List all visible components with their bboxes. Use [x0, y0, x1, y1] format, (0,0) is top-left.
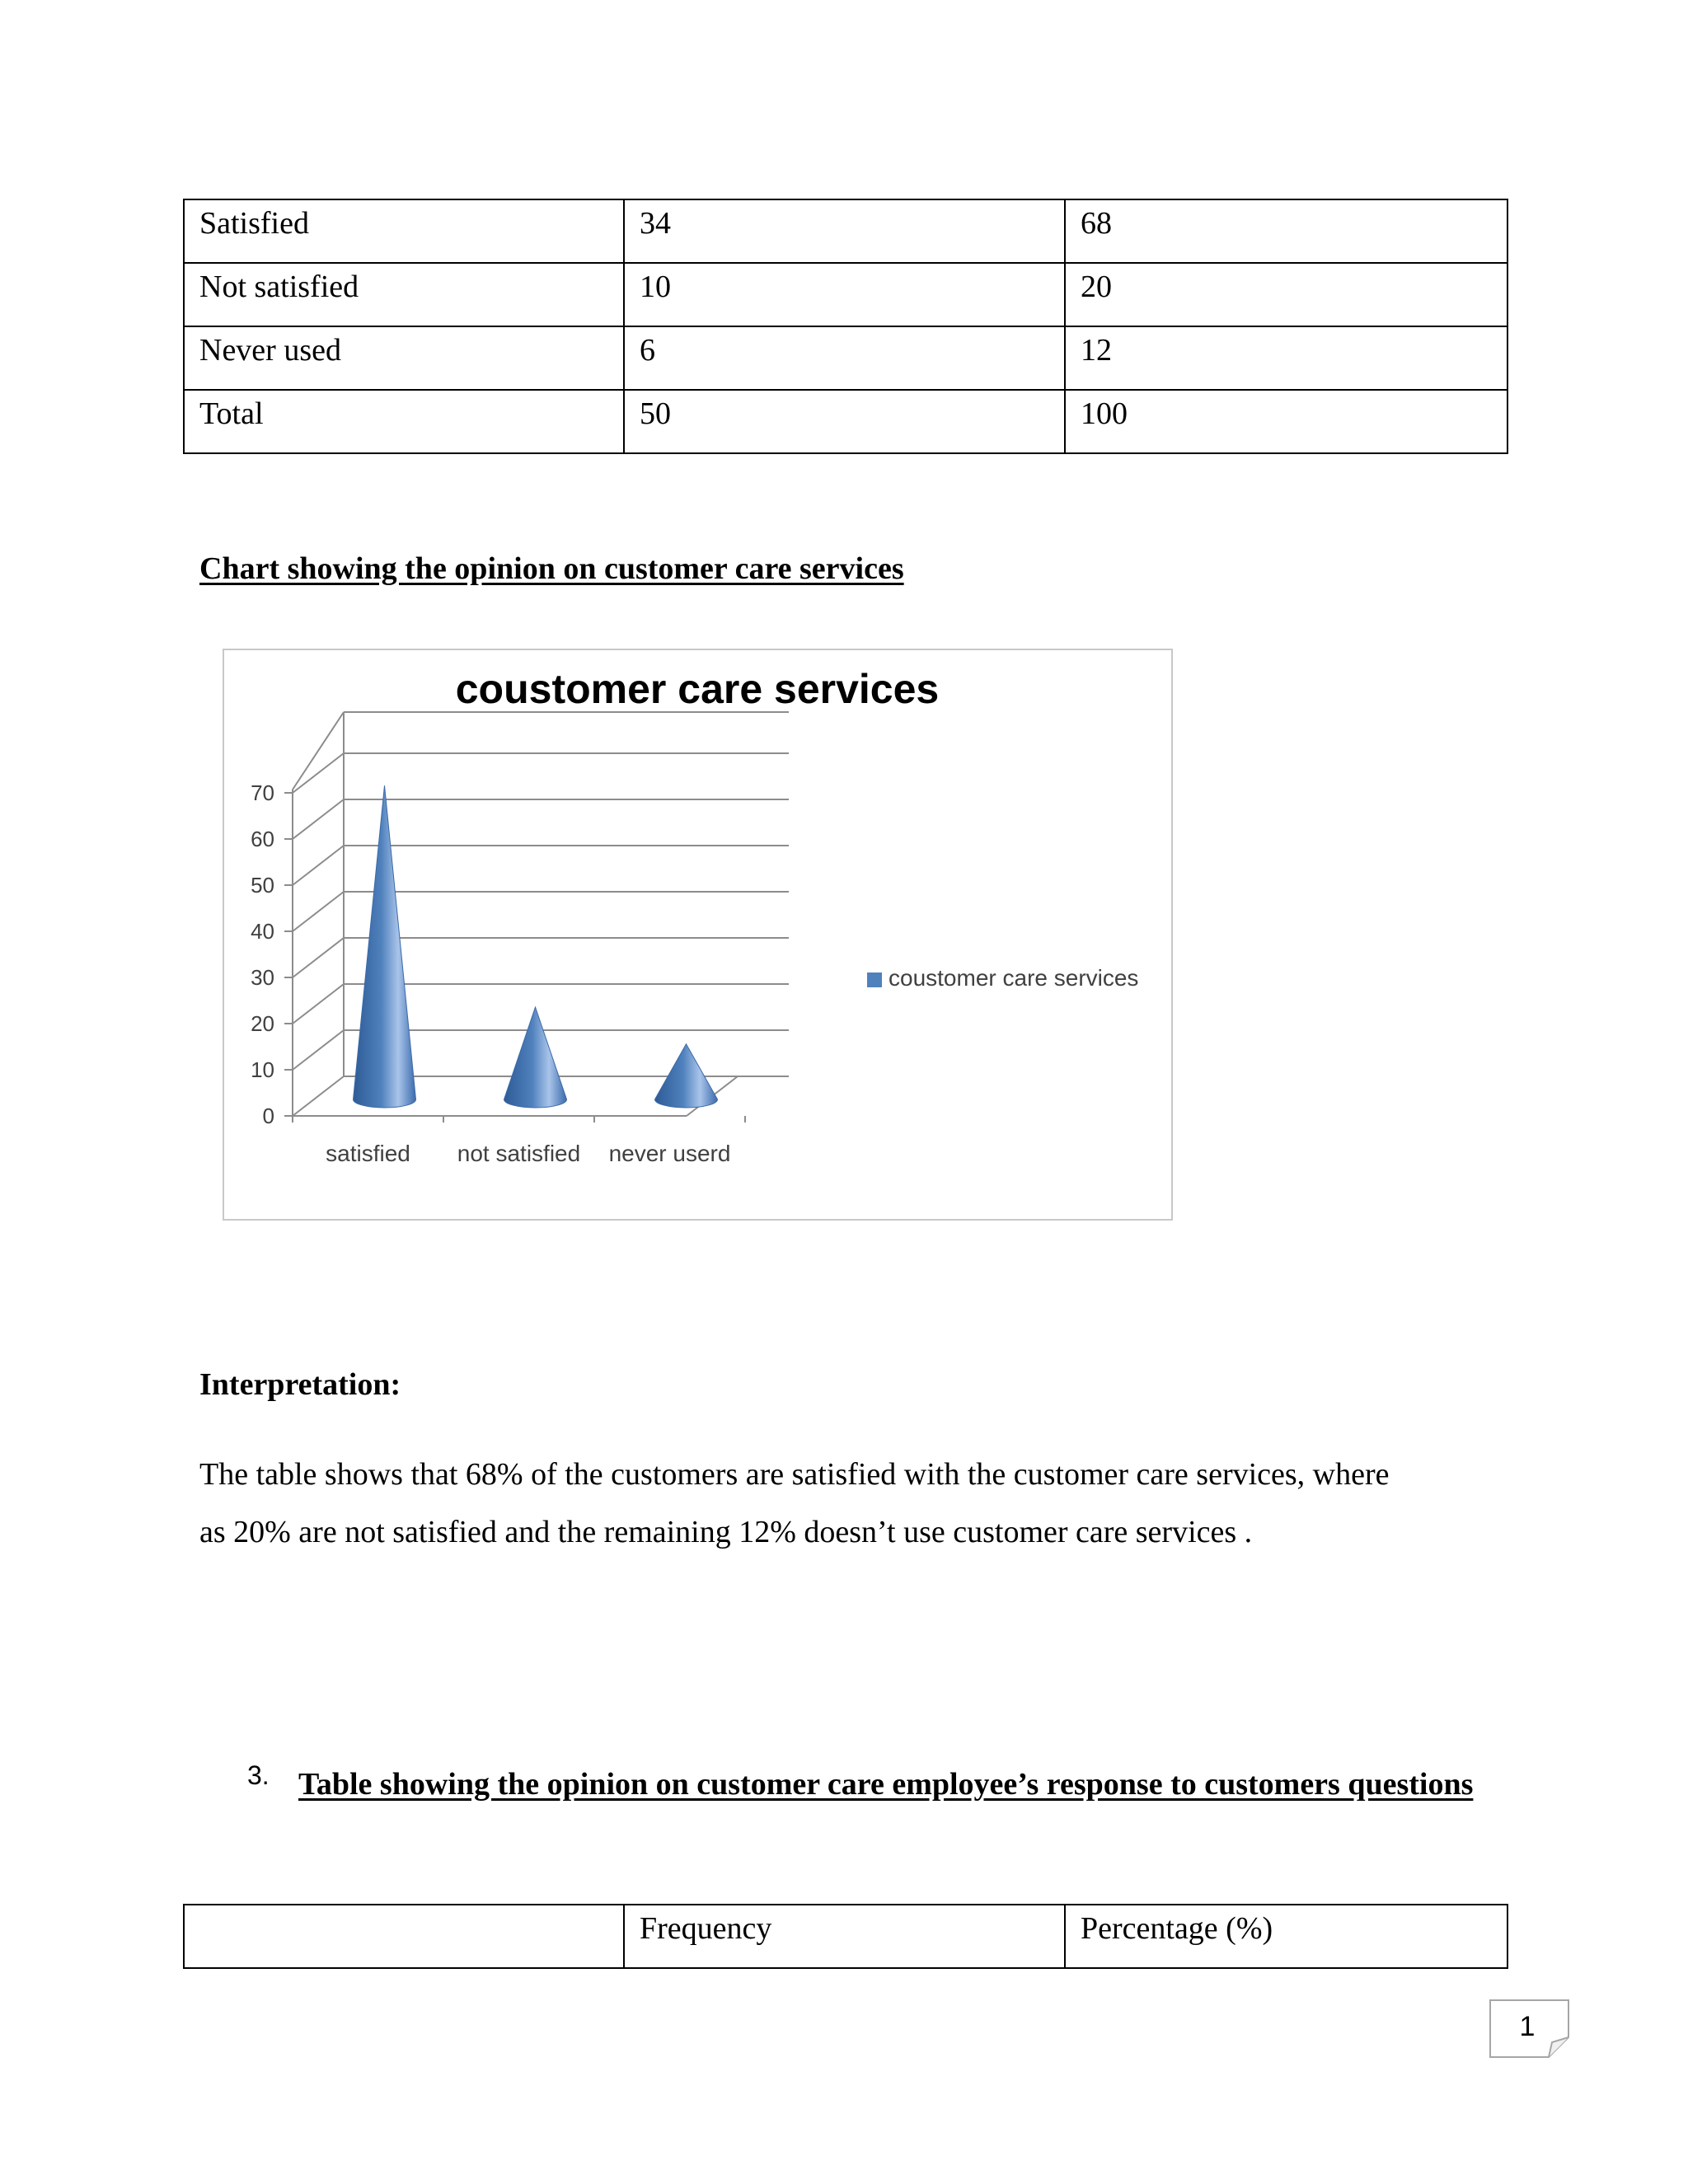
opinion-results-table	[183, 199, 1508, 454]
table-row	[184, 199, 1507, 263]
x-category-label: not satisfied	[457, 1141, 581, 1166]
chart-title: coustomer care services	[455, 666, 940, 712]
table-cell: Not satisfied	[184, 263, 624, 326]
response-table	[183, 1904, 1508, 1969]
legend-swatch	[867, 972, 882, 987]
table-cell: 6	[624, 326, 1065, 390]
page-number: 1	[1519, 2011, 1536, 2042]
gridline	[293, 892, 344, 931]
gridline	[293, 846, 344, 885]
legend-label: coustomer care services	[889, 965, 1139, 991]
gridline	[293, 984, 344, 1024]
chart-container	[223, 649, 1173, 1221]
table-header-row	[184, 1905, 1507, 1968]
table-cell: 100	[1065, 390, 1507, 453]
y-tick-label: 40	[251, 919, 274, 944]
gridline	[293, 1076, 344, 1116]
table-cell: Total	[184, 390, 624, 453]
gridline	[293, 799, 344, 839]
table-cell: 10	[624, 263, 1065, 326]
y-tick-label: 20	[251, 1011, 274, 1036]
x-category-label: never userd	[608, 1141, 731, 1166]
page-number-badge	[1489, 1999, 1570, 2059]
x-category-label: satisfied	[326, 1141, 410, 1166]
y-tick-label: 0	[262, 1104, 274, 1128]
y-tick-label: 10	[251, 1057, 274, 1082]
interpretation-line: as 20% are not satisfied and the remaining 12% doesn’t use customer care services .	[199, 1515, 1253, 1549]
cone-bar-not-satisfied	[504, 1007, 567, 1108]
table-header-cell: Percentage (%)	[1065, 1905, 1507, 1968]
table-cell: Never used	[184, 326, 624, 390]
y-tick-label: 30	[251, 965, 274, 990]
gridline	[293, 712, 344, 790]
interpretation-line: The table shows that 68% of the customers are satisfied with the customer care services, where	[199, 1457, 1390, 1492]
table-row	[184, 390, 1507, 453]
gridline	[293, 1030, 344, 1070]
table-header-cell	[184, 1905, 624, 1968]
table-cell: 12	[1065, 326, 1507, 390]
gridline	[293, 938, 344, 977]
table-cell: 50	[624, 390, 1065, 453]
table-header-cell: Frequency	[624, 1905, 1065, 1968]
interpretation-heading: Interpretation:	[199, 1367, 401, 1402]
cone-chart	[224, 650, 1171, 1219]
section-number: 3.	[247, 1760, 270, 1790]
table-cell: 68	[1065, 199, 1507, 263]
section-title: Table showing the opinion on customer care employee’s response to customers questions	[298, 1767, 1474, 1802]
table-cell: Satisfied	[184, 199, 624, 263]
table-row	[184, 326, 1507, 390]
gridline	[293, 753, 344, 793]
cone-bar-satisfied	[354, 785, 416, 1108]
table-row	[184, 263, 1507, 326]
y-tick-label: 70	[251, 780, 274, 805]
table-cell: 34	[624, 199, 1065, 263]
chart-legend	[867, 965, 1138, 991]
chart-heading: Chart showing the opinion on customer care services	[199, 551, 904, 586]
table-cell: 20	[1065, 263, 1507, 326]
interpretation-text	[199, 1446, 1518, 1561]
y-tick-label: 60	[251, 827, 274, 851]
y-tick-label: 50	[251, 873, 274, 898]
